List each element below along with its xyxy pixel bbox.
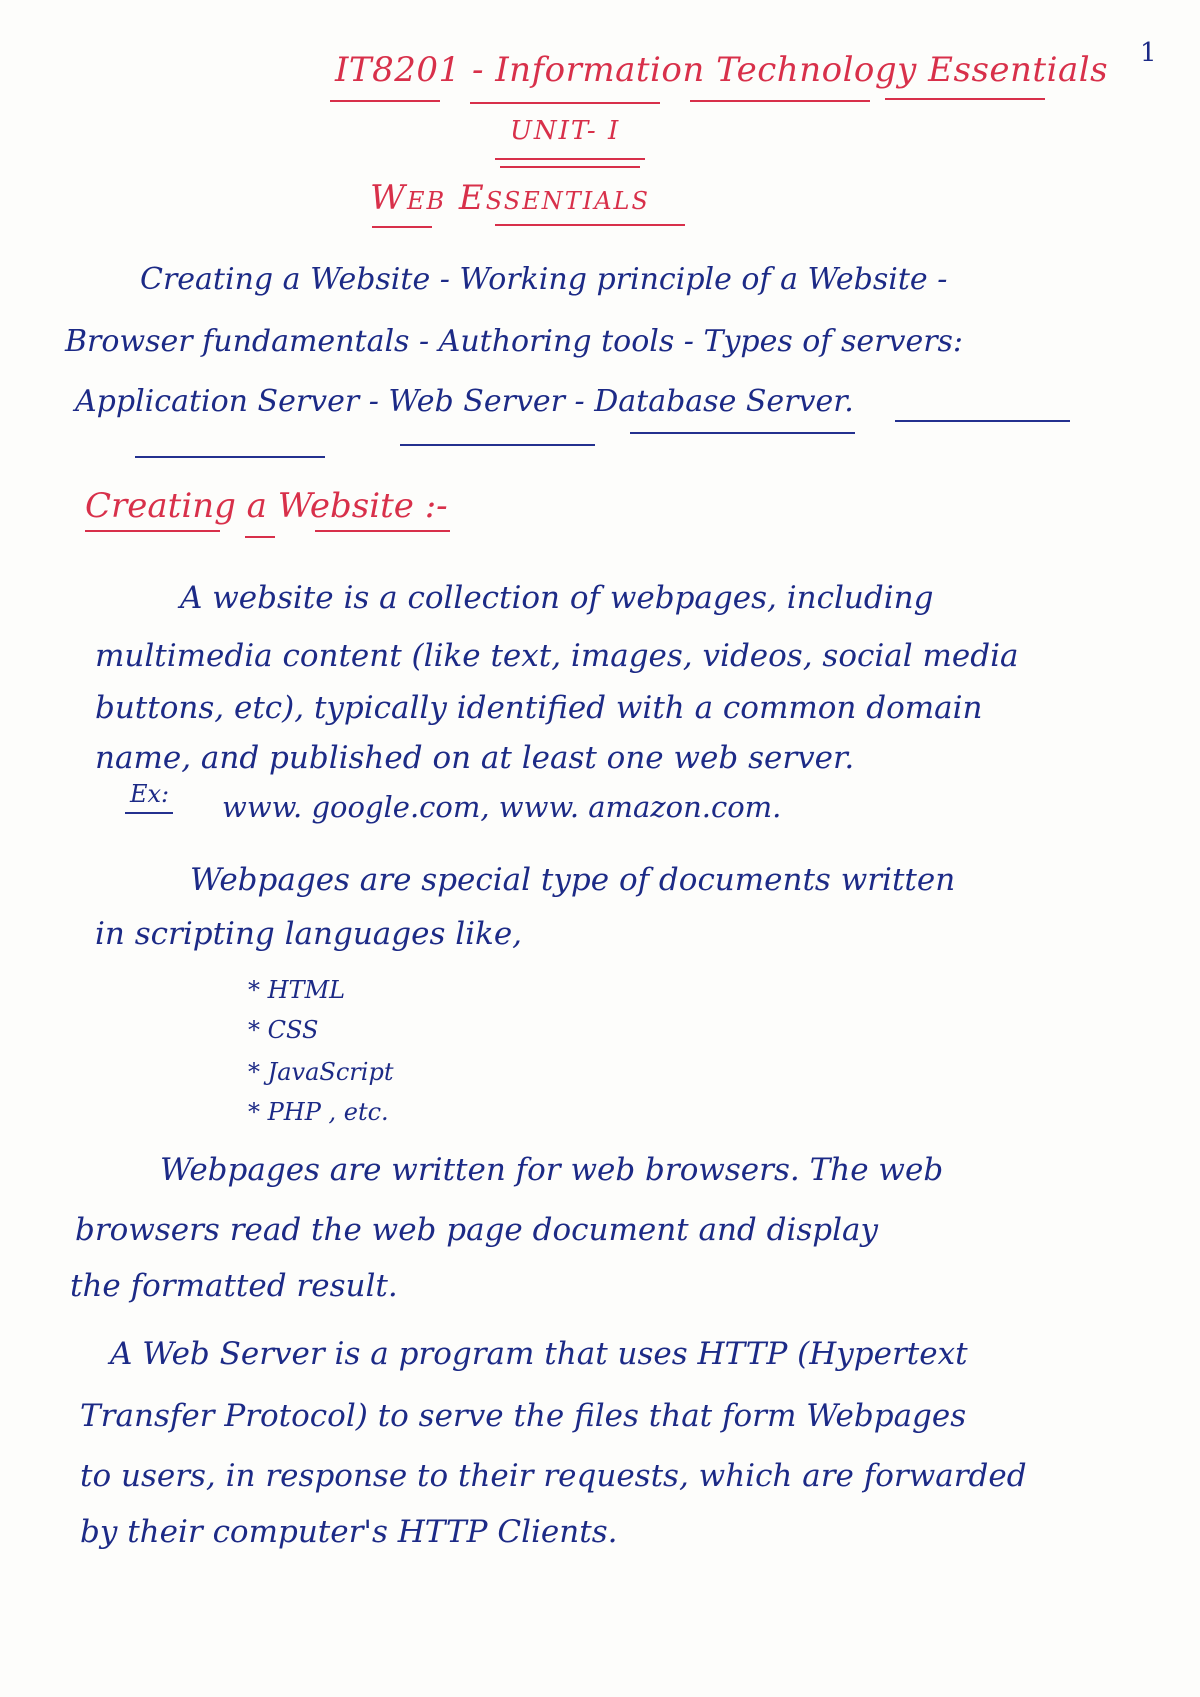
creating-website-heading: Creating a Website :- (85, 486, 448, 526)
website-definition-line: multimedia content (like text, images, videos, social media (95, 638, 1019, 674)
language-list-item: * PHP , etc. (248, 1098, 389, 1126)
example-urls: www. google.com, www. amazon.com. (222, 790, 782, 824)
browsers-description-line: the formatted result. (70, 1268, 398, 1304)
example-label-underline (125, 812, 173, 814)
webpages-description-line: Webpages are special type of documents written (190, 862, 956, 898)
course-title-underline (330, 100, 440, 102)
heading-underline (315, 530, 450, 532)
browsers-description-line: browsers read the web page document and display (75, 1212, 879, 1248)
browsers-description-line: Webpages are written for web browsers. The web (160, 1152, 944, 1188)
web-server-description-line: to users, in response to their requests, which are forwarded (80, 1458, 1027, 1494)
page-number: 1 (1140, 38, 1157, 68)
language-list-item: * HTML (248, 976, 346, 1004)
section-title: Web Essentials (370, 178, 650, 218)
language-list-item: * CSS (248, 1016, 319, 1044)
unit-title-underline (500, 166, 640, 168)
heading-underline (85, 530, 220, 532)
topics-line: Creating a Website - Working principle of a Website - (140, 262, 948, 297)
separator-line (135, 456, 325, 458)
separator-line (630, 432, 855, 434)
course-title-underline (690, 100, 870, 102)
website-definition-line: A website is a collection of webpages, including (180, 580, 934, 616)
course-title-underline (470, 102, 660, 104)
web-server-description-line: by their computer's HTTP Clients. (80, 1514, 618, 1550)
topics-line: Application Server - Web Server - Database Server. (75, 384, 854, 419)
webpages-description-line: in scripting languages like, (95, 916, 523, 952)
unit-title-underline (495, 158, 645, 160)
example-label: Ex: (130, 780, 170, 808)
web-server-description-line: Transfer Protocol) to serve the files that form Webpages (80, 1398, 967, 1434)
section-title-underline (372, 226, 432, 228)
course-title: IT8201 - Information Technology Essentials (335, 50, 1109, 90)
language-list-item: * JavaScript (248, 1058, 394, 1086)
course-title-underline (885, 98, 1045, 100)
section-title-underline (495, 224, 685, 226)
heading-underline (245, 536, 275, 538)
unit-title: UNIT- I (510, 116, 621, 146)
website-definition-line: name, and published on at least one web server. (95, 740, 855, 776)
web-server-description-line: A Web Server is a program that uses HTTP (Hypertext (110, 1336, 968, 1372)
website-definition-line: buttons, etc), typically identified with a common domain (95, 690, 983, 726)
separator-line (400, 444, 595, 446)
topics-line: Browser fundamentals - Authoring tools - Types of servers: (65, 324, 964, 359)
separator-line (895, 420, 1070, 422)
